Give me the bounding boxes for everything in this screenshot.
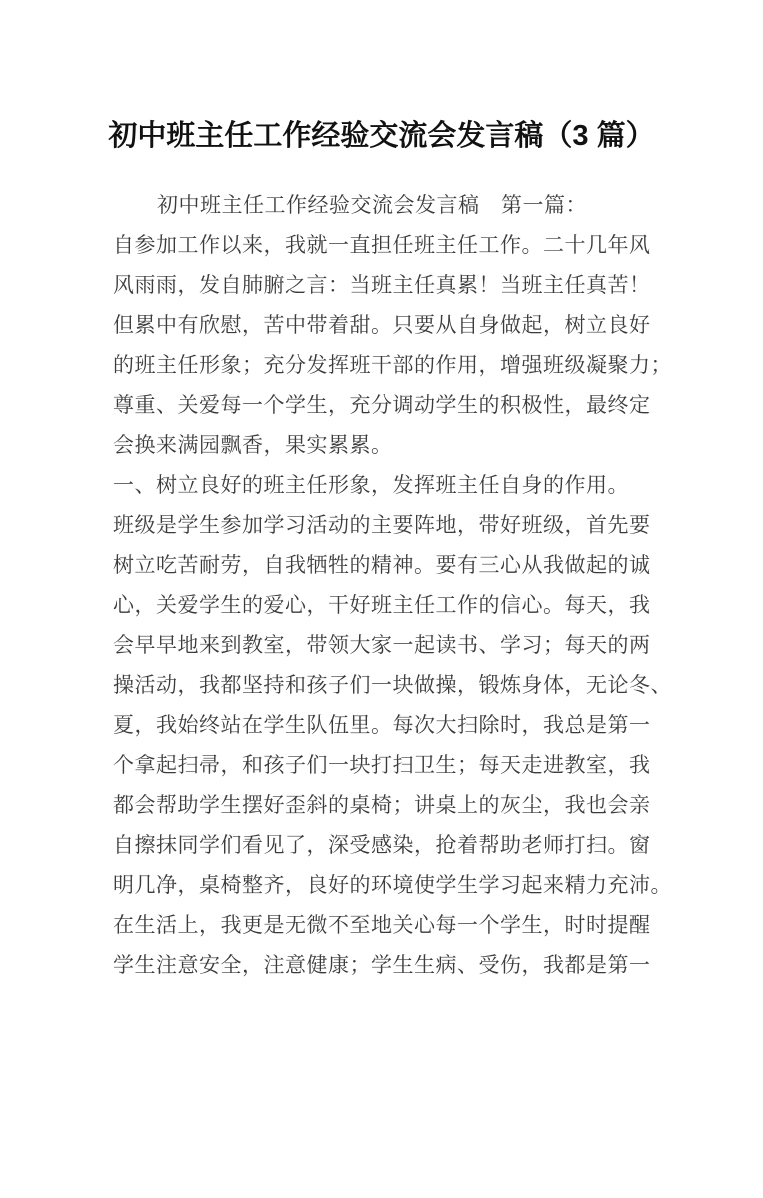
text-line: 班级是学生参加学习活动的主要阵地，带好班级，首先要 bbox=[113, 513, 651, 537]
text-line: 会早早地来到教室，带领大家一起读书、学习；每天的两 bbox=[113, 633, 651, 657]
text-line: 树立吃苦耐劳，自我牺牲的精神。要有三心从我做起的诚 bbox=[113, 553, 651, 577]
document-body bbox=[113, 185, 672, 985]
text-line: 风雨雨，发自肺腑之言：当班主任真累！当班主任真苦！ bbox=[113, 273, 651, 297]
text-line: 明几净，桌椅整齐，良好的环境使学生学习起来精力充沛。 bbox=[113, 873, 672, 897]
document-page bbox=[0, 118, 763, 1198]
text-line: 夏，我始终站在学生队伍里。每次大扫除时，我总是第一 bbox=[113, 713, 651, 737]
text-line: 自参加工作以来，我就一直担任班主任工作。二十几年风 bbox=[113, 233, 651, 257]
document-title: 初中班主任工作经验交流会发言稿（3 篇） bbox=[108, 120, 655, 152]
text-line: 初中班主任工作经验交流会发言稿 第一篇： bbox=[157, 193, 587, 217]
text-line: 操活动，我都坚持和孩子们一块做操，锻炼身体，无论冬、 bbox=[113, 673, 672, 697]
text-line: 都会帮助学生摆好歪斜的桌椅；讲桌上的灰尘，我也会亲 bbox=[113, 793, 651, 817]
text-line: 一、树立良好的班主任形象，发挥班主任自身的作用。 bbox=[113, 473, 629, 497]
text-line: 自擦抹同学们看见了，深受感染，抢着帮助老师打扫。窗 bbox=[113, 833, 651, 857]
text-line: 的班主任形象；充分发挥班干部的作用，增强班级凝聚力； bbox=[113, 353, 672, 377]
text-line: 学生注意安全，注意健康；学生生病、受伤，我都是第一 bbox=[113, 953, 651, 977]
text-line: 个拿起扫帚，和孩子们一块打扫卫生；每天走进教室，我 bbox=[113, 753, 651, 777]
text-line: 会换来满园飘香，果实累累。 bbox=[113, 433, 393, 457]
text-line: 心，关爱学生的爱心，干好班主任工作的信心。每天，我 bbox=[113, 593, 651, 617]
text-line: 但累中有欣慰，苦中带着甜。只要从自身做起，树立良好 bbox=[113, 313, 651, 337]
text-line: 在生活上，我更是无微不至地关心每一个学生，时时提醒 bbox=[113, 913, 651, 937]
text-line: 尊重、关爱每一个学生，充分调动学生的积极性，最终定 bbox=[113, 393, 651, 417]
